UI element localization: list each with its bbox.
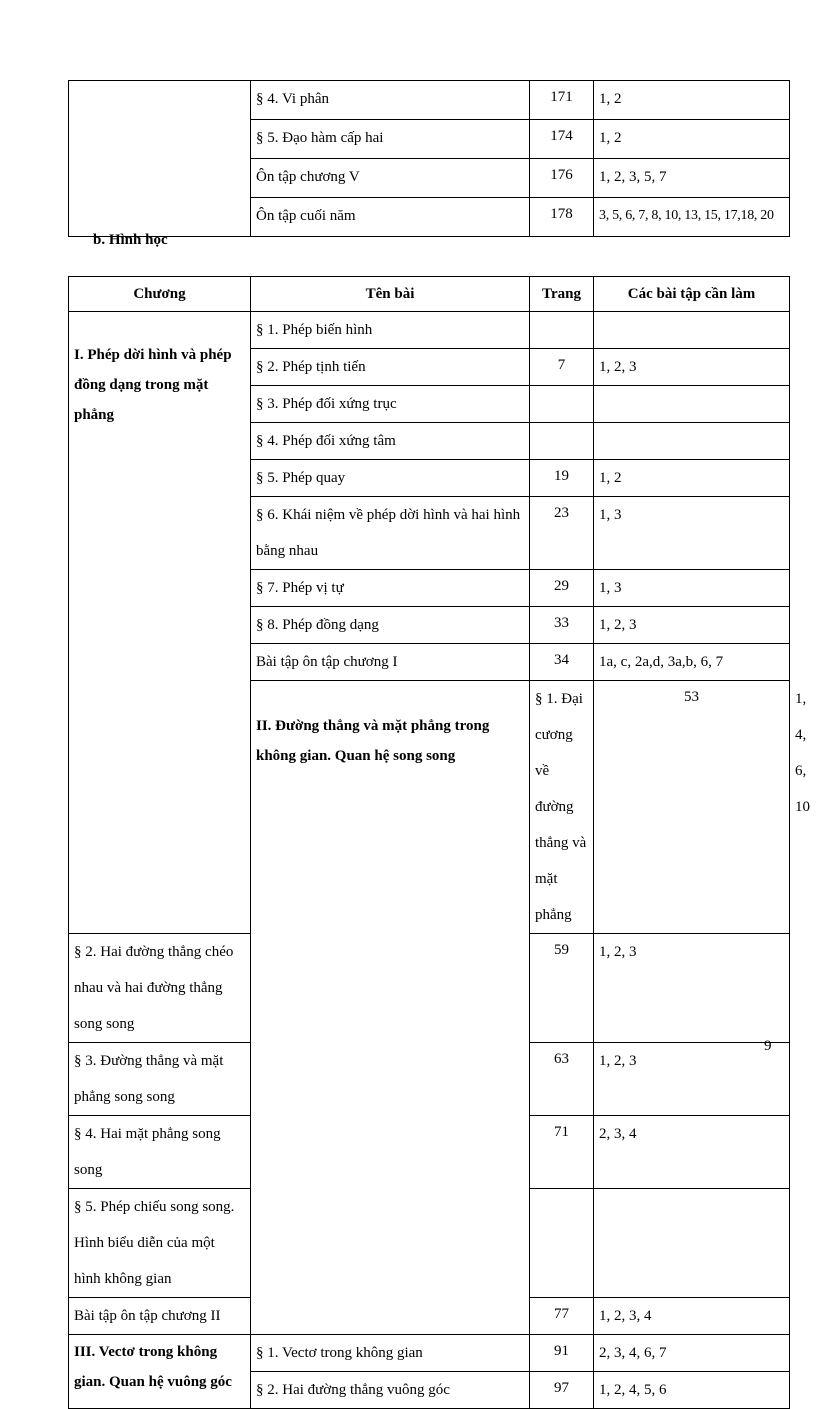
table-row [69,1335,790,1372]
lesson-cell: § 8. Phép đồng dạng [251,607,530,644]
lesson-cell: § 1. Vectơ trong không gian [251,1335,530,1372]
exercises-cell: 1, 3 [594,570,790,607]
page-cell: 7 [530,349,594,386]
lesson-cell: Ôn tập chương V [251,159,530,198]
page-cell: 91 [530,1335,594,1372]
table-row [69,81,790,120]
page-cell: 29 [530,570,594,607]
exercises-cell: 1, 3 [594,497,790,570]
exercises-cell: 1, 2 [594,120,790,159]
lesson-cell: § 4. Vi phân [251,81,530,120]
chapter-cell: I. Phép dời hình và phép đồng dạng trong mặt phẳng [69,312,251,934]
header-page: Trang [530,277,594,312]
lesson-cell: § 2. Phép tịnh tiến [251,349,530,386]
lesson-cell: § 1. Đại cương về đường thẳng và mặt phẳng [530,681,594,934]
exercises-cell: 2, 3, 4 [594,1116,790,1189]
exercises-cell: 1, 2, 3 [594,607,790,644]
page-cell: 171 [530,81,594,120]
page-cell [530,423,594,460]
exercises-cell: 1, 2 [594,460,790,497]
lesson-cell: Bài tập ôn tập chương I [251,644,530,681]
top-table [68,80,790,237]
lesson-cell: § 5. Phép quay [251,460,530,497]
exercises-cell: 2, 3, 4, 6, 7 [594,1335,790,1372]
exercises-cell: 1, 2, 3 [594,934,790,1043]
lesson-cell: § 5. Phép chiếu song song. Hình biểu diễn của một hình không gian [69,1189,251,1298]
page-cell [530,386,594,423]
lesson-cell: § 4. Hai mặt phẳng song song [69,1116,251,1189]
exercises-cell: 3, 5, 6, 7, 8, 10, 13, 15, 17,18, 20 [594,198,790,237]
lesson-cell: Ôn tập cuối năm [251,198,530,237]
header-row [69,277,790,312]
lesson-cell: § 5. Đạo hàm cấp hai [251,120,530,159]
page-cell: 77 [530,1298,594,1335]
exercises-cell: 1, 2, 3, 5, 7 [594,159,790,198]
table-row: II. Đường thẳng và mặt phẳng trong không gian. Quan hệ song song § 1. Đại cương về đường thẳng và mặt phẳng 53 1, 4, 6, 10 [69,681,790,934]
lesson-cell: § 3. Phép đối xứng trục [251,386,530,423]
section-heading: b. Hình học [93,232,168,248]
header-chapter: Chương [69,277,251,312]
lesson-cell: § 2. Hai đường thẳng chéo nhau và hai đường thẳng song song [69,934,251,1043]
exercises-cell [594,423,790,460]
lesson-cell: § 4. Phép đối xứng tâm [251,423,530,460]
chapter-cell: III. Vectơ trong không gian. Quan hệ vuông góc [69,1335,251,1409]
page-cell: 63 [530,1043,594,1116]
exercises-cell: 1, 2, 3 [594,349,790,386]
page-cell: 71 [530,1116,594,1189]
lesson-cell: Bài tập ôn tập chương II [69,1298,251,1335]
exercises-cell: 1, 2 [594,81,790,120]
chapter-cell: II. Đường thẳng và mặt phẳng trong không gian. Quan hệ song song [251,681,530,1335]
page-cell: 23 [530,497,594,570]
page-cell [530,312,594,349]
page-cell [530,1189,594,1298]
page-cell: 19 [530,460,594,497]
lesson-cell: § 7. Phép vị tự [251,570,530,607]
exercises-cell [594,312,790,349]
page-cell: 59 [530,934,594,1043]
page-cell: 176 [530,159,594,198]
page-cell: 33 [530,607,594,644]
page-cell: 174 [530,120,594,159]
exercises-cell: 1, 2, 3, 4 [594,1298,790,1335]
page-number: 9 [764,1038,772,1054]
header-lesson: Tên bài [251,277,530,312]
chapter-cell-empty [69,81,251,237]
page-cell: 53 [594,681,790,934]
exercises-cell [594,1189,790,1298]
lesson-cell: § 3. Đường thẳng và mặt phẳng song song [69,1043,251,1116]
exercises-cell: 1a, c, 2a,d, 3a,b, 6, 7 [594,644,790,681]
lesson-cell: § 1. Phép biến hình [251,312,530,349]
header-exercises: Các bài tập cần làm [594,277,790,312]
table-row [69,312,790,349]
page-cell: 178 [530,198,594,237]
lesson-cell: § 2. Hai đường thẳng vuông góc [251,1372,530,1409]
exercises-cell: 1, 2, 4, 5, 6 [594,1372,790,1409]
exercises-cell: 1, 2, 3 [594,1043,790,1116]
geometry-table [68,276,810,1409]
page-cell: 34 [530,644,594,681]
lesson-cell: § 6. Khái niệm về phép dời hình và hai hình bằng nhau [251,497,530,570]
exercises-cell [594,386,790,423]
page-cell: 97 [530,1372,594,1409]
